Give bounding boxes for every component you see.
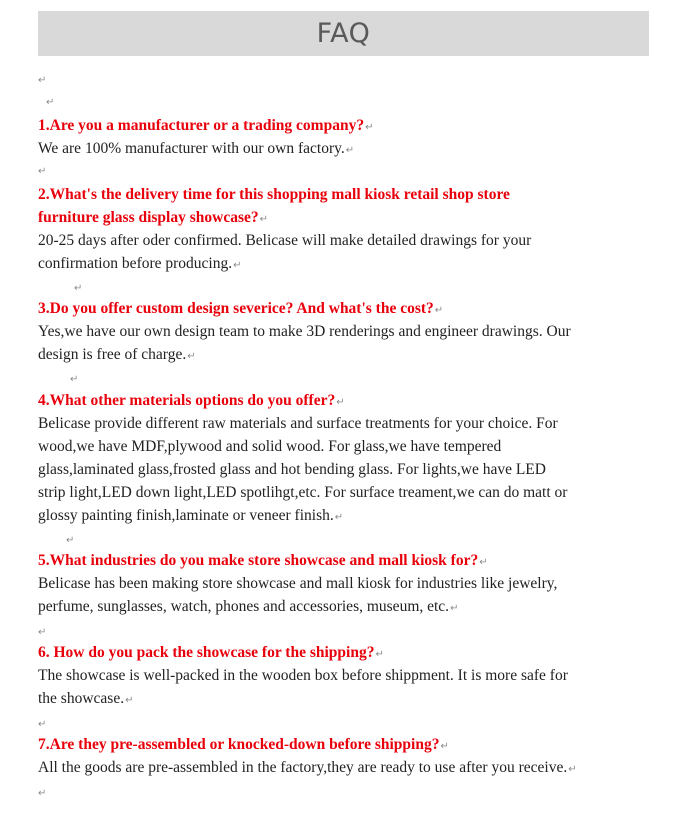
faq-answer: wood,we have MDF,plywood and solid wood. For glass,we have tempered [38,438,502,455]
faq-answer: We are 100% manufacturer with our own factory.↵ [38,140,355,157]
paragraph-mark: ↵ [74,283,83,294]
faq-answer: glass,laminated glass,frosted glass and hot bending glass. For lights,we have LED [38,461,546,478]
faq-answer: 20-25 days after oder confirmed. Belicase will make detailed drawings for your [38,232,532,249]
faq-answer: Yes,we have our own design team to make 3D renderings and engineer drawings. Our [38,323,571,340]
paragraph-mark: ↵ [70,374,79,385]
faq-answer: glossy painting finish,laminate or veneer finish.↵ [38,507,344,524]
paragraph-mark: ↵ [38,627,47,638]
paragraph-mark: ↵ [66,535,75,546]
paragraph-mark: ↵ [38,719,47,730]
faq-question: 3.Do you offer custom design severice? And what's the cost?↵ [38,300,444,317]
paragraph-mark: ↵ [46,97,55,108]
faq-answer: Belicase has been making store showcase and mall kiosk for industries like jewelry, [38,575,558,592]
faq-banner [38,11,649,56]
faq-answer: design is free of charge.↵ [38,346,196,363]
page-title: FAQ [316,18,371,49]
faq-question: 7.Are they pre-assembled or knocked-down before shipping?↵ [38,736,449,753]
faq-question: 5.What industries do you make store showcase and mall kiosk for?↵ [38,552,488,569]
faq-answer: The showcase is well-packed in the wooden box before shippment. It is more safe for [38,667,568,684]
faq-question: furniture glass display showcase?↵ [38,209,269,226]
faq-answer: confirmation before producing.↵ [38,255,242,272]
faq-answer: the showcase.↵ [38,690,134,707]
faq-question: 4.What other materials options do you offer?↵ [38,392,345,409]
paragraph-mark: ↵ [38,75,47,86]
faq-answer: Belicase provide different raw materials and surface treatments for your choice. For [38,415,558,432]
faq-question: 2.What's the delivery time for this shopping mall kiosk retail shop store [38,186,510,203]
faq-answer: strip light,LED down light,LED spotlihgt,etc. For surface treament,we can do matt or [38,484,568,501]
faq-question: 1.Are you a manufacturer or a trading company?↵ [38,117,374,134]
faq-question: 6. How do you pack the showcase for the shipping?↵ [38,644,384,661]
paragraph-mark: ↵ [38,788,47,799]
faq-answer: All the goods are pre-assembled in the factory,they are ready to use after you receive.↵ [38,759,577,776]
paragraph-mark: ↵ [38,166,47,177]
faq-answer: perfume, sunglasses, watch, phones and accessories, museum, etc.↵ [38,598,459,615]
